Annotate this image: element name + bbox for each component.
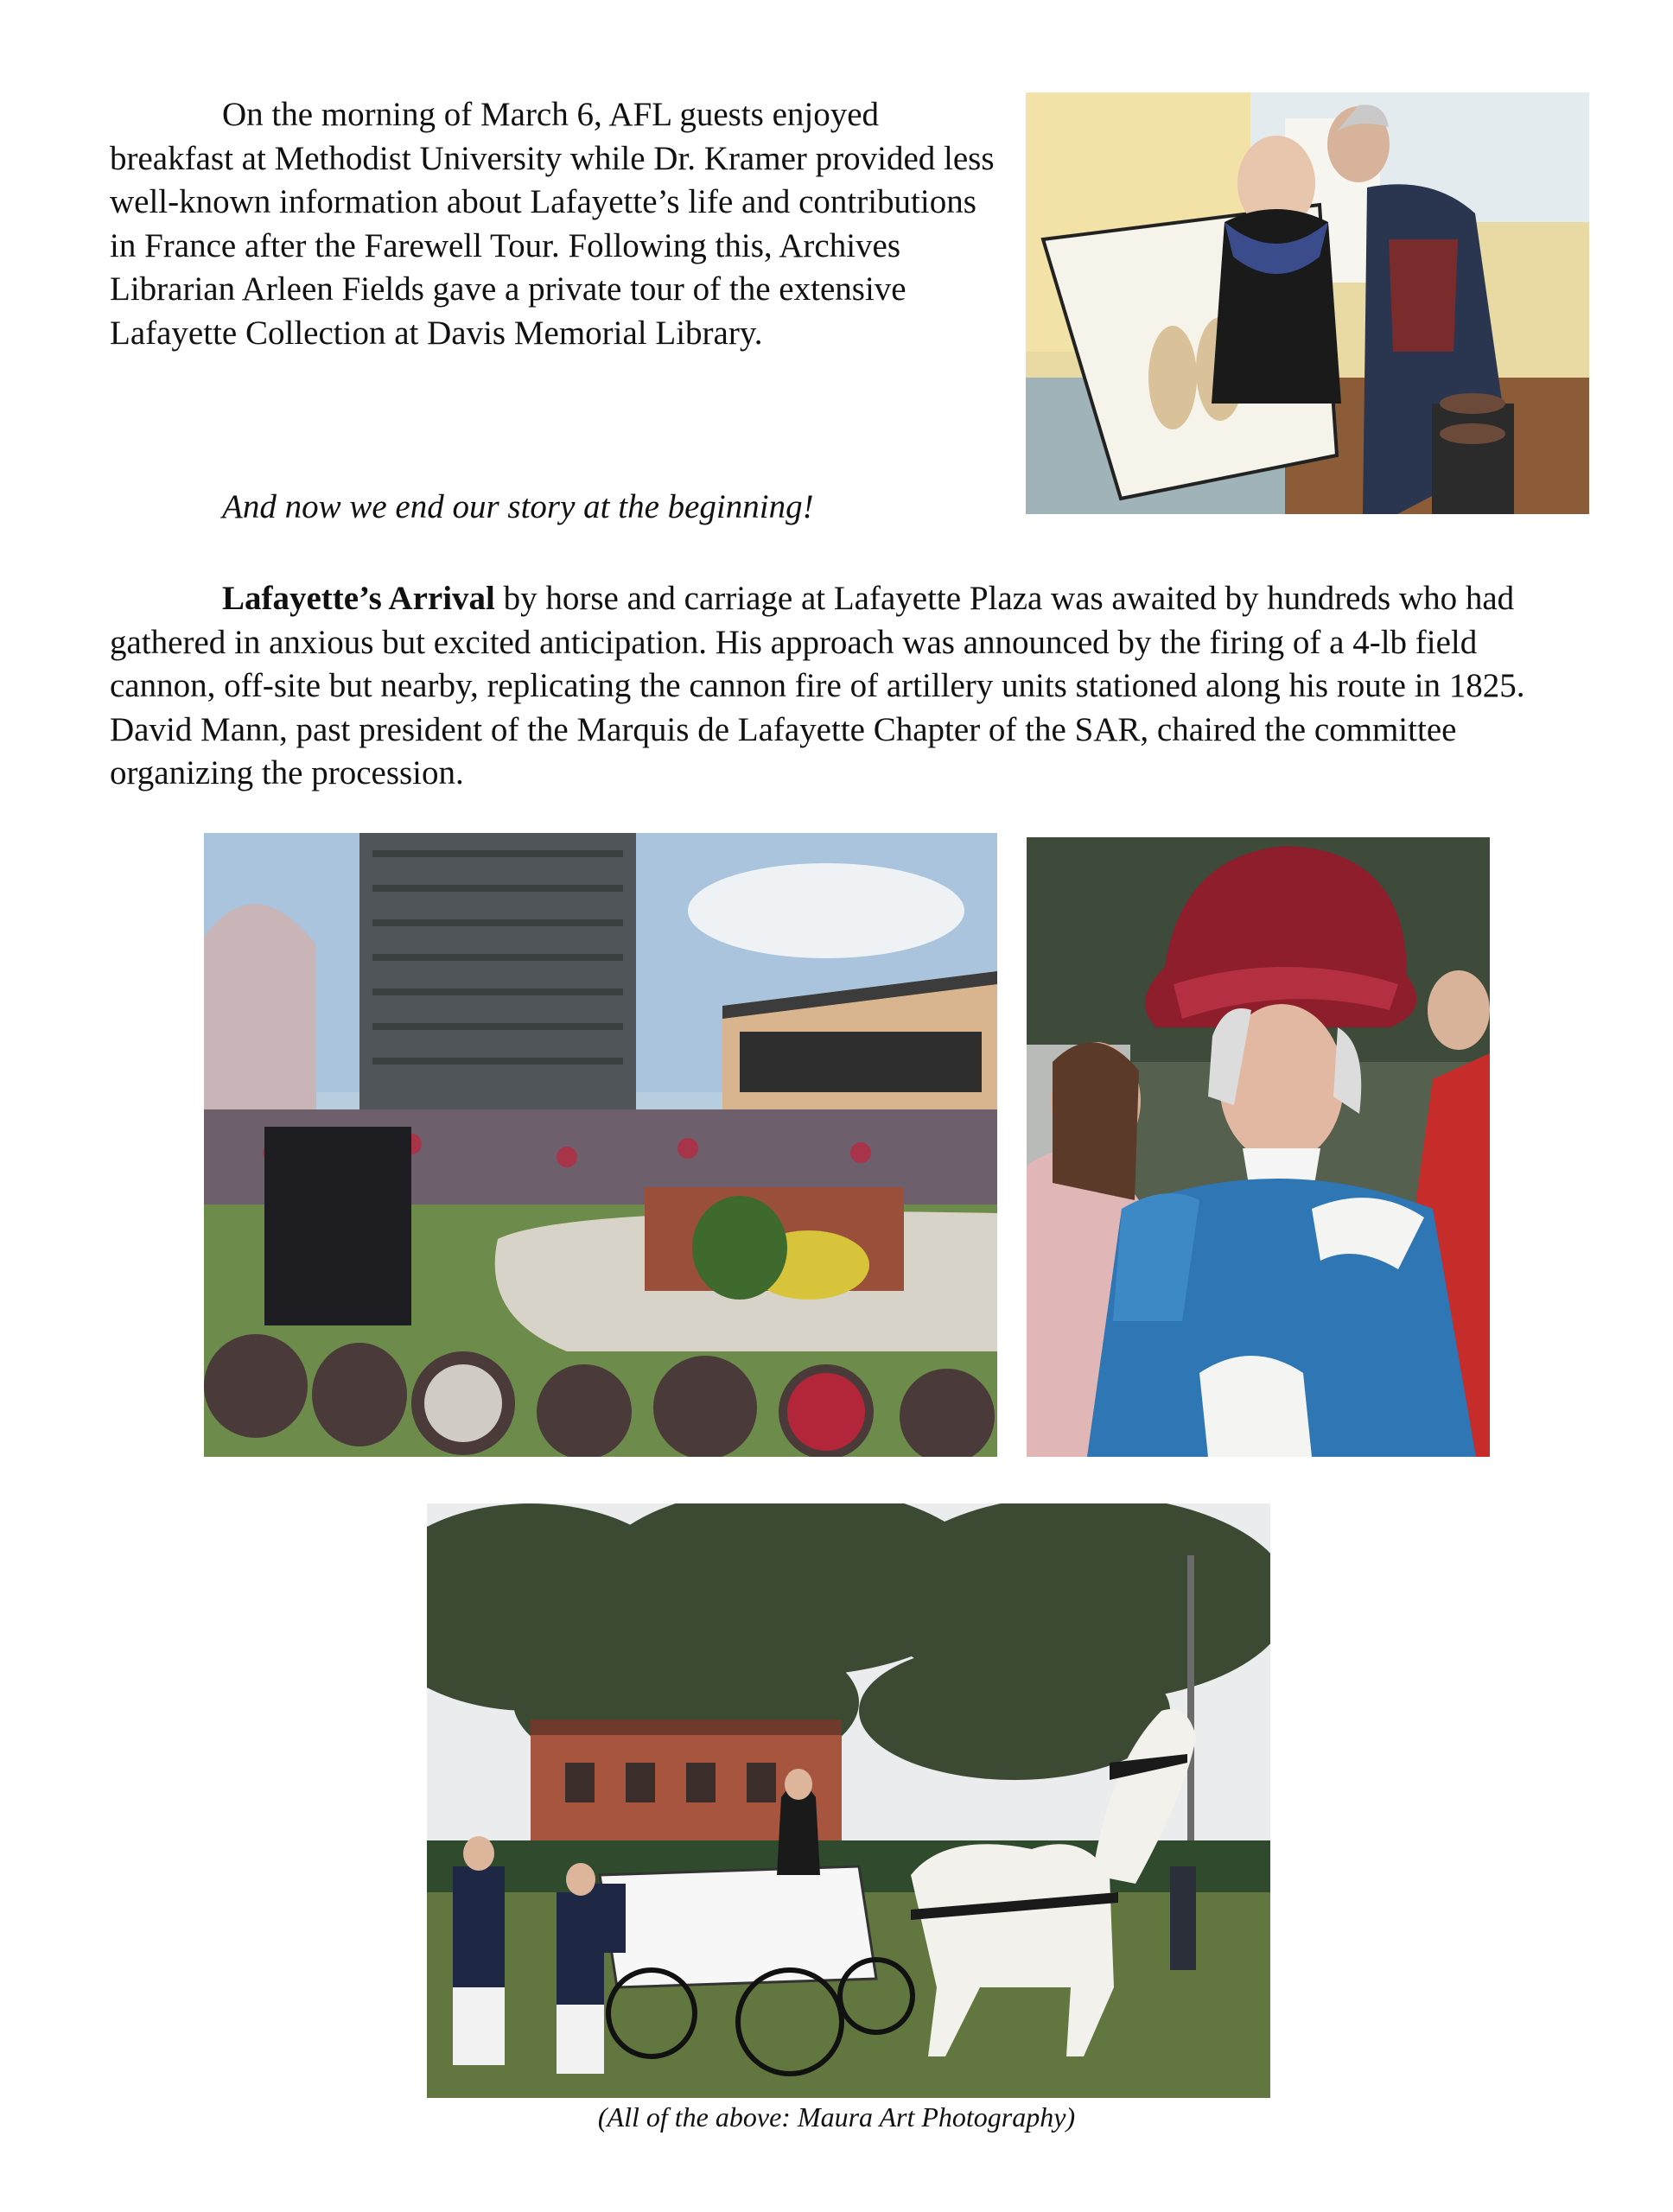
arrival-text: by horse and carriage at Lafayette Plaza was awaited by hundreds who had gathered in anxious but excited anticipation. His approach was announced by the firing of a 4-lb field cannon, off-site but nearby, replicating the cannon fire of artillery units stationed along his route in 1825. David Mann, past president of the Marquis de Lafayette Chapter of the SAR, chaired the committee organizing the procession. [110,580,1525,791]
arrival-paragraph [110,577,1579,796]
lafayette-plaza-crowd-photo [204,833,997,1457]
arrival-lead: Lafayette’s Arrival [222,580,495,617]
tagline: And now we end our story at the beginning! [222,488,814,525]
library-collection-photo [1026,92,1589,514]
photo-credit-caption: (All of the above: Maura Art Photography) [597,2101,1076,2133]
bonnet-reenactor-photo [1027,837,1490,1457]
horse-carriage-procession-photo [427,1503,1270,2098]
intro-paragraph: On the morning of March 6, AFL guests enjoyed breakfast at Methodist University while Dr. Kramer provided less well-known information about Lafayette’s life and contributions in France after the Farewell Tour. Following this, Archives Librarian Arleen Fields gave a private tour of the extensive Lafayette Collection at Davis Memorial Library. [110,96,995,352]
